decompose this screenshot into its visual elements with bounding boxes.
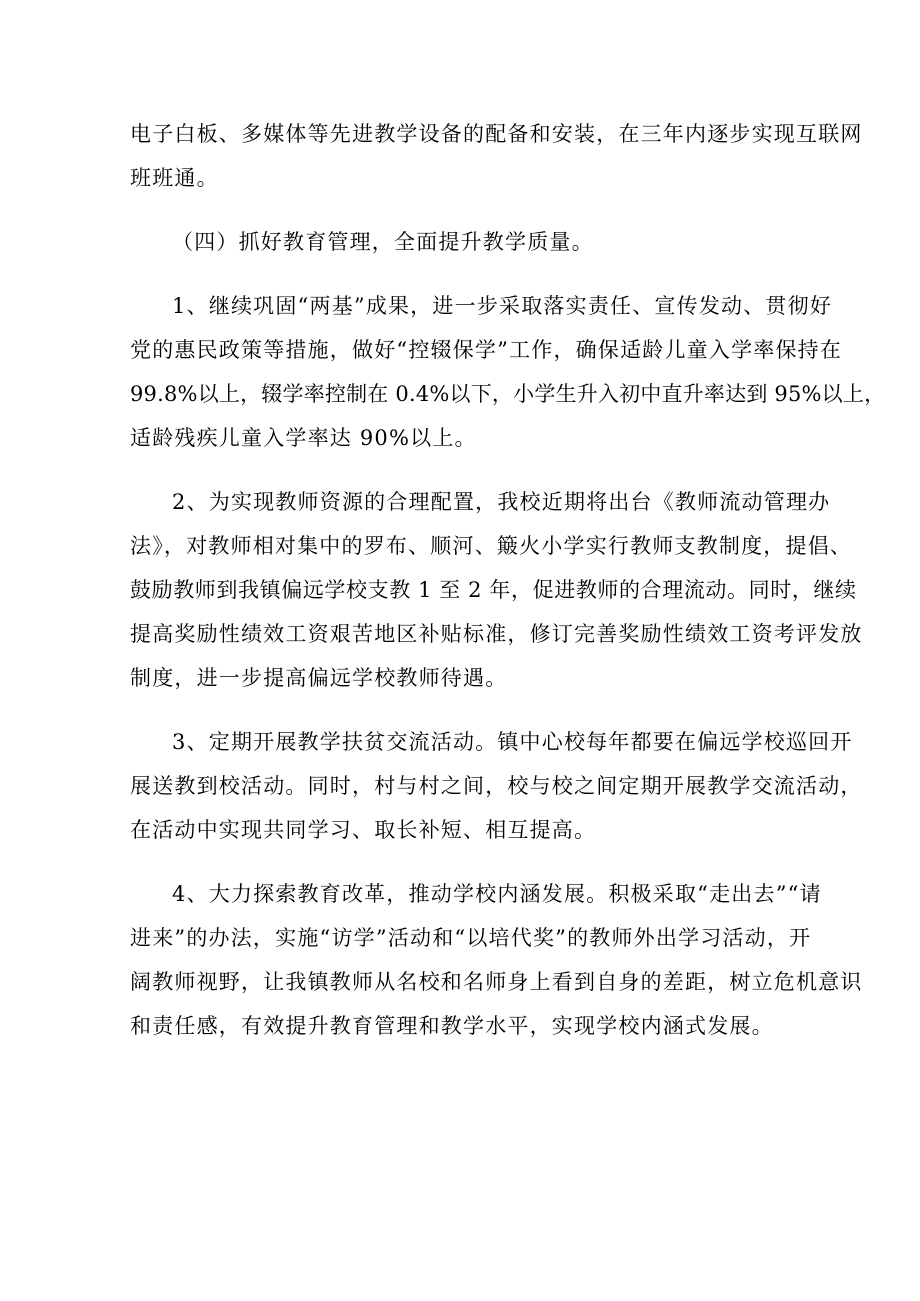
text-line: 阔教师视野，让我镇教师从名校和名师身上看到自身的差距，树立危机意识 <box>130 970 863 994</box>
text-line: 适龄残疾儿童入学率达 90%以上。 <box>130 426 477 450</box>
document-body <box>130 112 886 1048</box>
section-heading <box>130 220 790 264</box>
text-line: 1、继续巩固“两基”成果，进一步采取落实责任、宣传发动、贯彻好 <box>172 294 833 318</box>
paragraph-item-3 <box>130 720 863 852</box>
section-heading-text: （四）抓好教育管理，全面提升教学质量。 <box>172 230 594 254</box>
text-line: 进来”的办法，实施“访学”活动和“以培代奖”的教师外出学习活动，开 <box>130 926 812 950</box>
text-line: 4、大力探索教育改革，推动学校内涵发展。积极采取“走出去”“请 <box>172 882 822 906</box>
text-line: 法》，对教师相对集中的罗布、顺河、簸火小学实行教师支教制度，提倡、 <box>130 534 853 558</box>
text-line: 班班通。 <box>130 166 219 190</box>
text-line: 展送教到校活动。同时，村与村之间，校与校之间定期开展教学交流活动， <box>130 774 863 798</box>
text-line: 鼓励教师到我镇偏远学校支教 1 至 2 年，促进教师的合理流动。同时，继续 <box>130 578 857 602</box>
text-line: 党的惠民政策等措施，做好“控辍保学”工作，确保适龄儿童入学率保持在 <box>130 338 843 362</box>
text-line: 2、为实现教师资源的合理配置，我校近期将出台《教师流动管理办 <box>172 490 831 514</box>
text-line: 提高奖励性绩效工资艰苦地区补贴标准，修订完善奖励性绩效工资考评发放 <box>130 622 863 646</box>
paragraph-item-2 <box>130 480 863 700</box>
paragraph-item-1 <box>130 284 886 460</box>
paragraph-item-4 <box>130 872 863 1048</box>
paragraph-continuation <box>130 112 863 200</box>
text-line: 在活动中实现共同学习、取长补短、相互提高。 <box>130 818 597 842</box>
text-line: 3、定期开展教学扶贫交流活动。镇中心校每年都要在偏远学校巡回开 <box>172 730 853 754</box>
text-line: 99.8%以上，辍学率控制在 0.4%以下，小学生升入初中直升率达到 95%以上， <box>130 382 886 406</box>
text-line: 和责任感，有效提升教育管理和教学水平，实现学校内涵式发展。 <box>130 1014 774 1038</box>
text-line: 制度，进一步提高偏远学校教师待遇。 <box>130 666 508 690</box>
text-line: 电子白板、多媒体等先进教学设备的配备和安装，在三年内逐步实现互联网 <box>130 122 863 146</box>
